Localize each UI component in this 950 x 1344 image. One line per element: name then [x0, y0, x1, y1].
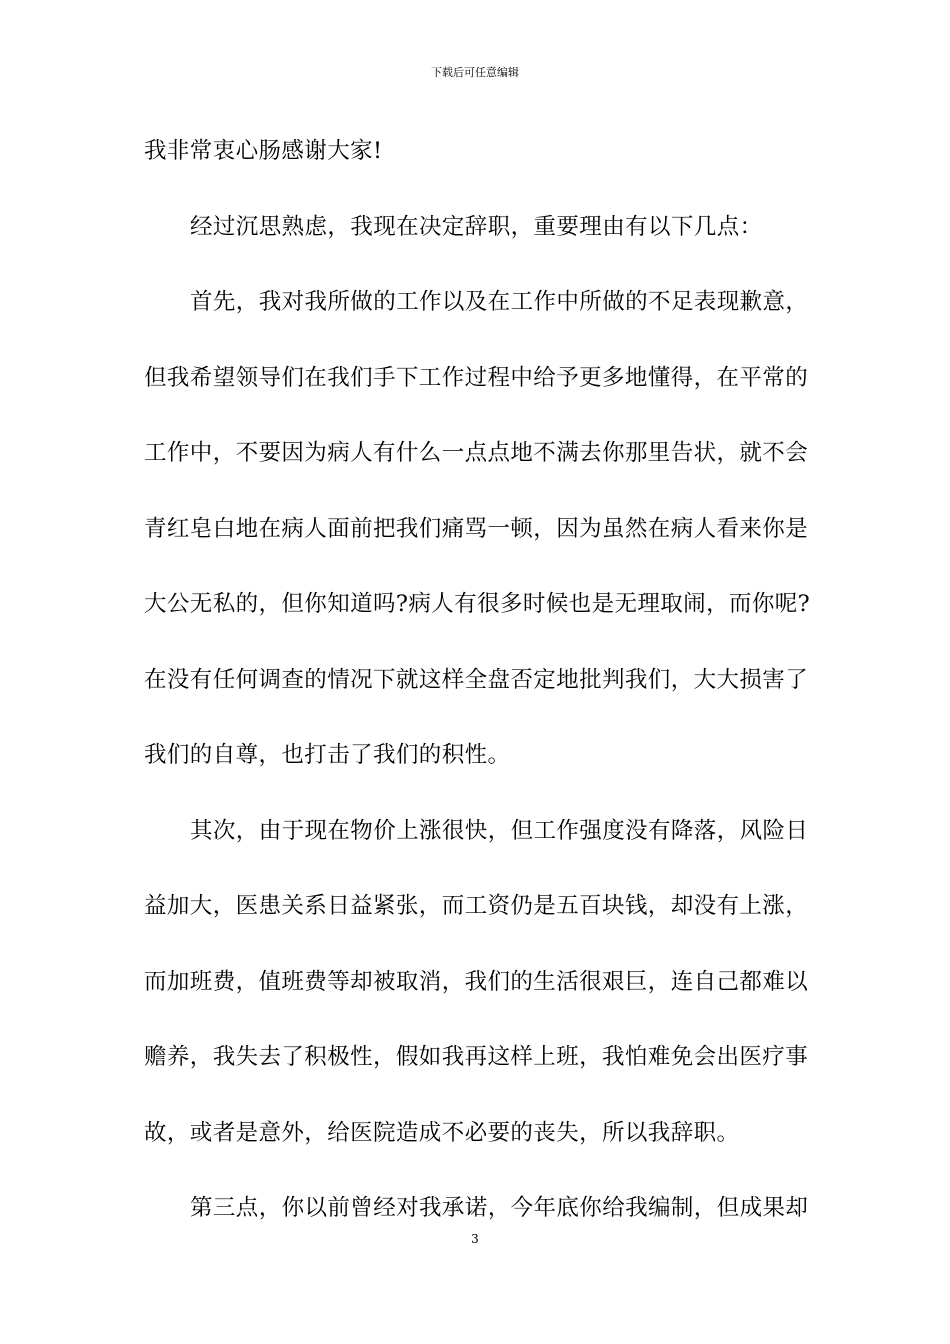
text-line: 益加大，医患关系日益紧张，而工资仍是五百块钱，却没有上涨，: [144, 893, 809, 919]
page-header: 下载后可任意编辑: [431, 66, 519, 79]
text-line: 而加班费，值班费等却被取消，我们的生活很艰巨，连自己都难以: [144, 968, 809, 995]
text-line: 其次，由于现在物价上涨很快，但工作强度没有降落，风险日: [190, 817, 809, 844]
text-line: 我非常衷心肠感谢大家!: [144, 138, 383, 164]
text-line: 故，或者是意外，给医院造成不必要的丧失，所以我辞职。: [144, 1119, 740, 1146]
text-line: 首先，我对我所做的工作以及在工作中所做的不足表现歉意，: [190, 289, 809, 315]
page-number: 3: [471, 1232, 479, 1246]
text-line: 我们的自尊，也打击了我们的积性。: [144, 742, 511, 768]
text-line: 经过沉思熟虑，我现在决定辞职，重要理由有以下几点：: [190, 213, 763, 240]
text-line: 在没有任何调查的情况下就这样全盘否定地批判我们，大大损害了: [144, 666, 809, 693]
text-line: 大公无私的，但你知道吗?病人有很多时候也是无理取闹，而你呢?: [144, 591, 811, 617]
document-body: [144, 126, 811, 1259]
text-line: 青红皂白地在病人面前把我们痛骂一顿，因为虽然在病人看来你是: [144, 515, 809, 542]
text-line: 工作中，不要因为病人有什么一点点地不满去你那里告状，就不会: [144, 440, 809, 466]
text-line: 第三点，你以前曾经对我承诺，今年底你给我编制，但成果却: [190, 1195, 809, 1221]
text-line: 但我希望领导们在我们手下工作过程中给予更多地懂得，在平常的: [144, 364, 809, 391]
text-line: 赡养，我失去了积极性，假如我再这样上班，我怕难免会出医疗事: [144, 1044, 809, 1070]
